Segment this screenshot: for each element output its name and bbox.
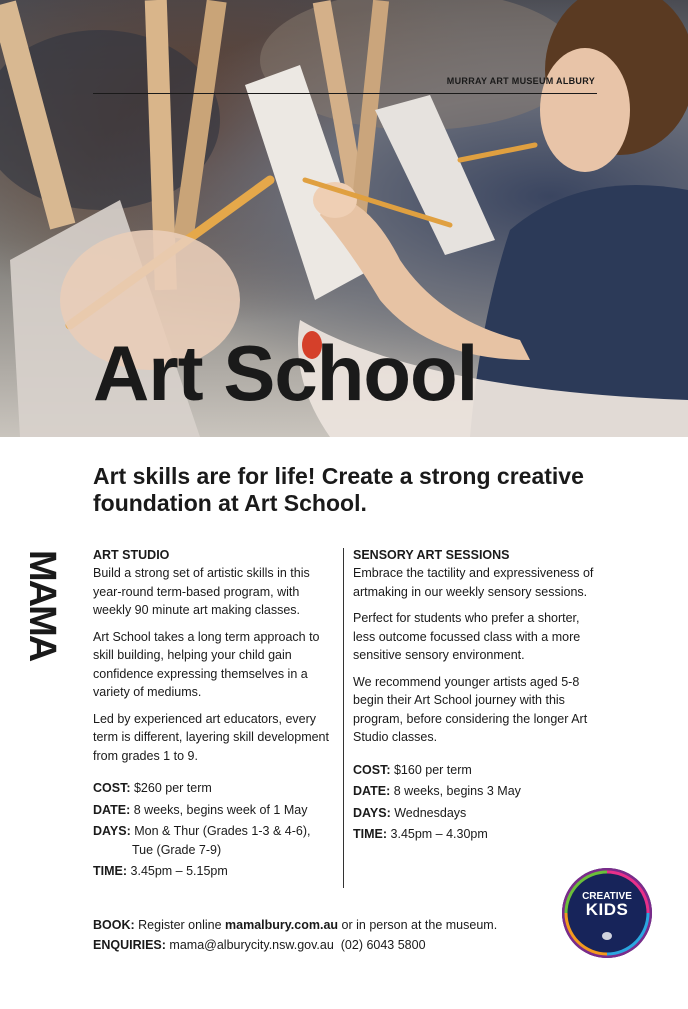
hero-photo bbox=[0, 0, 688, 437]
phone-number: (02) 6043 5800 bbox=[340, 938, 426, 952]
studio-cost: COST: $260 per term bbox=[93, 781, 212, 795]
page-title: Art School bbox=[93, 329, 478, 417]
studio-paragraph: Led by experienced art educators, every term is different, layering skill development from grades 1 to 9. bbox=[93, 711, 329, 763]
museum-name: MURRAY ART MUSEUM ALBURY bbox=[446, 76, 595, 86]
footer bbox=[93, 915, 613, 955]
sensory-date: DATE: 8 weeks, begins 3 May bbox=[353, 784, 521, 798]
svg-text:MAMA: MAMA bbox=[21, 550, 63, 661]
badge-top-text: CREATIVE bbox=[582, 891, 632, 902]
sensory-time: TIME: 3.45pm – 4.30pm bbox=[353, 827, 488, 841]
brand-rule bbox=[93, 93, 597, 94]
mama-logo bbox=[2, 550, 63, 675]
sensory-column bbox=[353, 546, 603, 847]
art-studio-heading: ART STUDIO bbox=[93, 548, 170, 562]
sensory-paragraph: Perfect for students who prefer a shorter, less outcome focussed class with a more sensitive sensory environment. bbox=[353, 611, 581, 662]
sensory-heading: SENSORY ART SESSIONS bbox=[353, 548, 510, 562]
website-link[interactable]: mamalbury.com.au bbox=[225, 918, 339, 932]
sensory-paragraph: Embrace the tactility and expressiveness of artmaking in our weekly sensory sessions. bbox=[353, 566, 594, 599]
enquiries-line: ENQUIRIES: mama@alburycity.nsw.gov.au (02) 6043 5800 bbox=[93, 938, 426, 952]
badge-main-text: KIDS bbox=[585, 900, 629, 919]
studio-date: DATE: 8 weeks, begins week of 1 May bbox=[93, 802, 308, 817]
sensory-cost: COST: $160 per term bbox=[353, 762, 472, 777]
studio-time: TIME: 3.45pm – 5.15pm bbox=[93, 864, 228, 878]
email-link[interactable]: mama@alburycity.nsw.gov.au bbox=[169, 938, 334, 952]
column-divider bbox=[343, 548, 344, 888]
tagline: Art skills are for life! Create a strong creative foundation at Art School. bbox=[93, 463, 584, 516]
studio-days: DAYS: Mon & Thur (Grades 1-3 & 4-6), Tue (Grade 7-9) bbox=[93, 824, 311, 857]
sensory-paragraph: We recommend younger artists aged 5-8 begin their Art School journey with this program, before considering the longer Art Studio classes. bbox=[353, 674, 588, 744]
studio-paragraph: Build a strong set of artistic skills in this year-round term-based program, with weekly 90 minute art making classes. bbox=[93, 566, 310, 617]
art-studio-column bbox=[93, 546, 338, 884]
sensory-days: DAYS: Wednesdays bbox=[353, 805, 467, 820]
booking-line: BOOK: Register online mamalbury.com.au or in person at the museum. bbox=[93, 918, 498, 932]
studio-paragraph: Art School takes a long term approach to skill building, helping your child gain confidence expressing themselves in a variety of mediums. bbox=[93, 629, 320, 699]
